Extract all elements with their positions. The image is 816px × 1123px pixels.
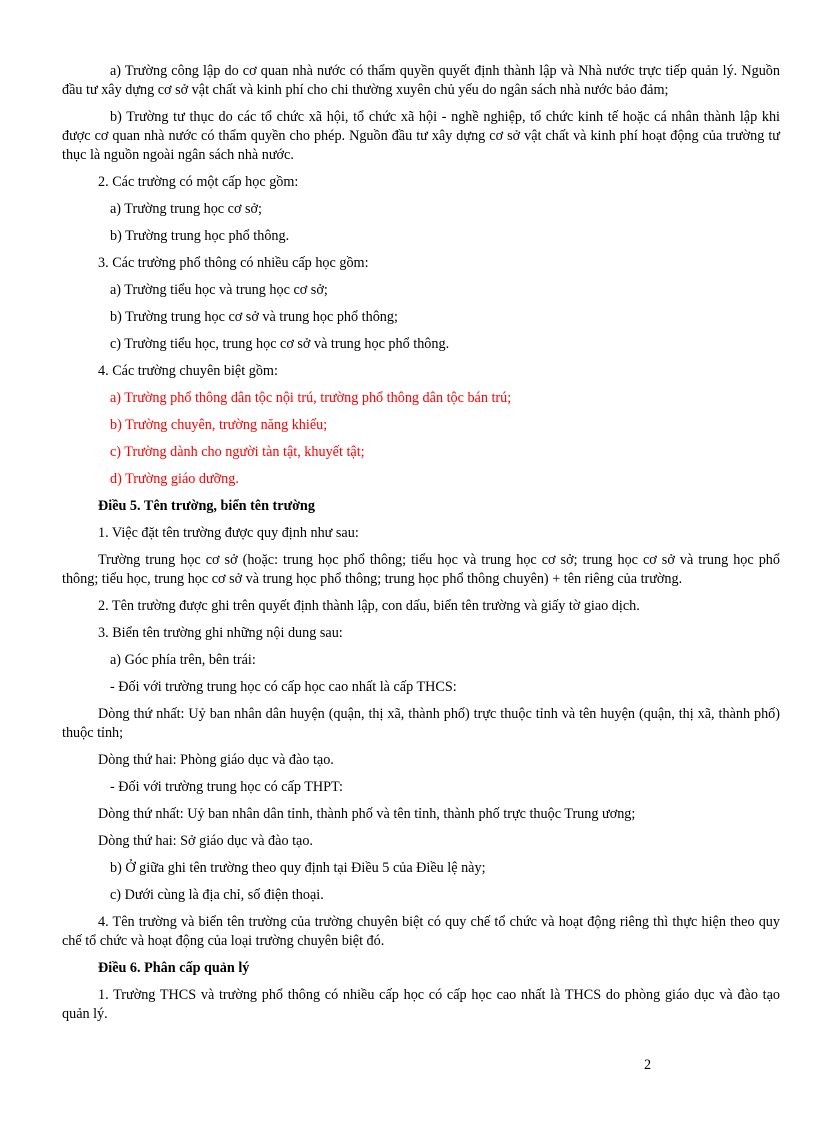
paragraph: 1. Việc đặt tên trường được quy định như sau: (98, 525, 359, 541)
paragraph: 3. Các trường phổ thông có nhiều cấp học gồm: (98, 255, 369, 271)
paragraph: d) Trường giáo dưỡng. (110, 471, 239, 487)
paragraph: 4. Tên trường và biển tên trường của trường chuyên biệt có quy chế tổ chức và hoạt động riêng thì thực hiện theo quy chế tổ chức và hoạt động của loại trường chuyên biệt đó. (62, 914, 780, 949)
section-heading: Điều 6. Phân cấp quản lý (98, 960, 250, 976)
paragraph: 2. Các trường có một cấp học gồm: (98, 174, 299, 190)
paragraph: a) Trường công lập do cơ quan nhà nước có thẩm quyền quyết định thành lập và Nhà nước trực tiếp quản lý. Nguồn đầu tư xây dựng cơ sở vật chất và kinh phí cho chi thường xuyên chủ yếu do ngân sách nhà nước bảo đảm; (62, 63, 780, 98)
paragraph: a) Trường trung học cơ sở; (110, 201, 262, 217)
paragraph: a) Trường phổ thông dân tộc nội trú, trường phổ thông dân tộc bán trú; (110, 390, 512, 406)
paragraph: b) Ở giữa ghi tên trường theo quy định tại Điều 5 của Điều lệ này; (110, 860, 486, 876)
paragraph: 3. Biển tên trường ghi những nội dung sau: (98, 625, 343, 641)
paragraph: 4. Các trường chuyên biệt gồm: (98, 363, 278, 379)
paragraph: a) Góc phía trên, bên trái: (110, 652, 256, 668)
paragraph: Dòng thứ hai: Phòng giáo dục và đào tạo. (98, 752, 334, 768)
paragraph: Dòng thứ nhất: Uỷ ban nhân dân tỉnh, thành phố và tên tỉnh, thành phố trực thuộc Trung ương; (98, 806, 636, 822)
paragraph: 1. Trường THCS và trường phổ thông có nhiều cấp học có cấp học cao nhất là THCS do phòng giáo dục và đào tạo quản lý. (62, 987, 780, 1022)
paragraph: b) Trường trung học phổ thông. (110, 228, 290, 244)
paragraph: c) Trường tiểu học, trung học cơ sở và trung học phổ thông. (110, 336, 450, 352)
paragraph: b) Trường tư thục do các tổ chức xã hội, tổ chức xã hội - nghề nghiệp, tổ chức kinh tế hoặc cá nhân thành lập khi được cơ quan nhà nước có thẩm quyền cho phép. Nguồn đầu tư xây dựng cơ sở vật chất và kinh phí hoạt động của trường tư thục là nguồn ngoài ngân sách nhà nước. (62, 109, 780, 163)
section-heading: Điều 5. Tên trường, biển tên trường (98, 498, 315, 514)
paragraph: Trường trung học cơ sở (hoặc: trung học phổ thông; tiểu học và trung học cơ sở; trung học cơ sở và trung học phổ thông; tiểu học, trung học cơ sở và trung học phổ thông; trung học phổ thông chuyên) + tên riêng của trường. (62, 552, 780, 587)
paragraph: Dòng thứ nhất: Uỷ ban nhân dân huyện (quận, thị xã, thành phố) trực thuộc tỉnh và tên huyện (quận, thị xã, thành phố) thuộc tỉnh; (62, 706, 780, 741)
paragraph: - Đối với trường trung học có cấp học cao nhất là cấp THCS: (110, 679, 457, 695)
paragraph: c) Trường dành cho người tàn tật, khuyết tật; (110, 444, 365, 460)
page-number: 2 (644, 1057, 652, 1073)
paragraph: a) Trường tiểu học và trung học cơ sở; (110, 282, 328, 298)
paragraph: b) Trường trung học cơ sở và trung học phổ thông; (110, 309, 398, 325)
document-page (62, 62, 780, 1032)
paragraph: - Đối với trường trung học có cấp THPT: (110, 779, 343, 795)
paragraph: b) Trường chuyên, trường năng khiếu; (110, 417, 328, 433)
paragraph: c) Dưới cùng là địa chỉ, số điện thoại. (110, 887, 324, 903)
paragraph: 2. Tên trường được ghi trên quyết định thành lập, con dấu, biển tên trường và giấy tờ giao dịch. (98, 598, 640, 614)
paragraph: Dòng thứ hai: Sở giáo dục và đào tạo. (98, 833, 313, 849)
